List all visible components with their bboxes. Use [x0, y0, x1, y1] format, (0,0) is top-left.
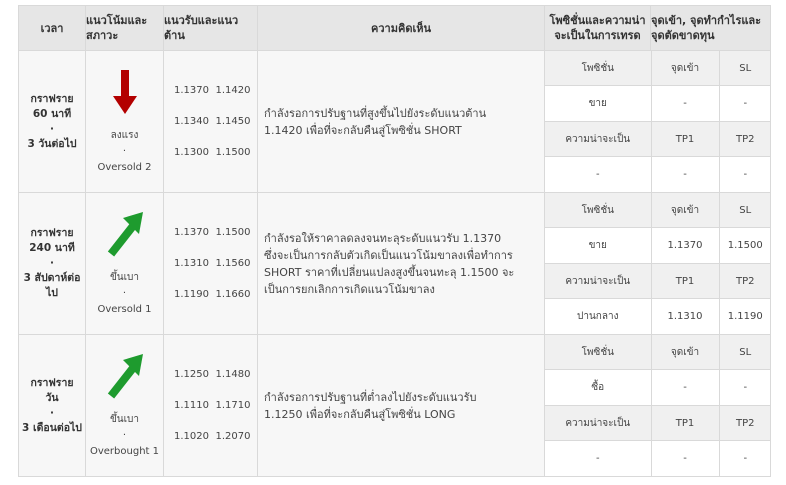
trade-cell-value: - [545, 441, 651, 476]
trade-cell-value: ขาย [545, 86, 651, 122]
trade-table [545, 193, 771, 334]
header-time: เวลา [19, 6, 86, 51]
levels-cell [164, 193, 258, 335]
trade-cell-value: - [719, 86, 771, 122]
timeframe-label: กราฟราย [30, 376, 74, 389]
trade-cell-label: ความน่าจะเป็น [545, 121, 651, 157]
timeframe-label: กราฟราย [30, 227, 74, 239]
arrow-down-icon [105, 68, 145, 116]
support-level: 1.1110 [174, 400, 209, 411]
separator: · [50, 406, 54, 419]
time-cell [19, 335, 86, 477]
horizon-label: 3 สัปดาห์ต่อไป [23, 272, 81, 299]
trade-cell-value: 1.1190 [719, 299, 771, 334]
support-level: 1.1190 [174, 289, 209, 300]
comment-cell: กำลังรอให้ราคาลดลงจนทะลุระดับแนวรับ 1.1370 ซึ่งจะเป็นการกลับตัวเกิดเป็นแนวโน้มขาลงเพื่อทำการ SHORT ราคาที่เปลี่ยนแปลงสูงขึ้นจนทะลุ 1.1500 จะเป็นการยกเลิกการเกิดแนวโน้มขาลง [258, 193, 545, 335]
arrow-up-right-icon [105, 352, 145, 400]
trade-cell-value: - [651, 441, 719, 476]
trend-label: ขึ้นเบา [109, 413, 140, 425]
support-level: 1.1020 [174, 431, 209, 442]
resistance-level: 1.1480 [215, 369, 251, 380]
comment-cell: กำลังรอการปรับฐานที่ต่ำลงไปยังระดับแนวรับ 1.1250 เพื่อที่จะกลับคืนสู่โพซิชั่น LONG [258, 335, 545, 477]
level-pair [174, 217, 257, 248]
resistance-level: 1.1500 [215, 227, 251, 238]
trend-cell [86, 193, 164, 335]
trade-cell-label: TP2 [719, 263, 771, 299]
header-row [19, 6, 771, 51]
trade-cell-value: - [719, 441, 771, 476]
trade-cell [545, 193, 771, 335]
trade-cell-label: SL [719, 51, 771, 86]
trade-cell-label: โพซิชั่น [545, 51, 651, 86]
level-pair [174, 359, 257, 390]
forecast-table [18, 5, 771, 477]
trade-cell-value: - [719, 370, 771, 406]
header-position: โพซิชั่นและความน่าจะเป็นในการเทรด [545, 6, 651, 51]
trade-cell-value: - [545, 157, 651, 192]
level-pair [174, 75, 257, 106]
levels-cell [164, 335, 258, 477]
table-row [19, 335, 771, 477]
level-pair [174, 106, 257, 137]
support-level: 1.1310 [174, 258, 209, 269]
comment-cell: กำลังรอการปรับฐานที่สูงขึ้นไปยังระดับแนวต้าน 1.1420 เพื่อที่จะกลับคืนสู่โพซิชั่น SHORT [258, 51, 545, 193]
horizon-label: 3 เดือนต่อไป [22, 421, 82, 434]
resistance-level: 1.1560 [215, 258, 251, 269]
timeframe-value: 240 นาที [29, 242, 75, 254]
header-comment: ความคิดเห็น [258, 6, 545, 51]
separator: · [50, 257, 54, 269]
trade-table [545, 51, 771, 192]
resistance-level: 1.1450 [215, 116, 251, 127]
support-level: 1.1250 [174, 369, 209, 380]
trade-cell-label: TP1 [651, 121, 719, 157]
resistance-level: 1.1660 [215, 289, 251, 300]
trade-cell-value: 1.1500 [719, 228, 771, 264]
trade-cell-label: ความน่าจะเป็น [545, 263, 651, 299]
separator: · [122, 429, 127, 441]
trade-cell-label: TP2 [719, 121, 771, 157]
trade-cell-label: TP1 [651, 263, 719, 299]
support-level: 1.1370 [174, 227, 209, 238]
separator: · [50, 122, 54, 135]
trend-cell [86, 51, 164, 193]
trade-cell-label: TP2 [719, 405, 771, 441]
trade-cell-label: จุดเข้า [651, 193, 719, 228]
time-cell [19, 51, 86, 193]
trade-cell-value: 1.1310 [651, 299, 719, 334]
trade-cell-value: - [719, 157, 771, 192]
time-cell [19, 193, 86, 335]
trade-cell-value: ขาย [545, 228, 651, 264]
separator: · [122, 287, 127, 299]
resistance-level: 1.1420 [215, 85, 251, 96]
table-row [19, 51, 771, 193]
timeframe-value: 60 นาที [32, 107, 72, 120]
trend-state: Oversold 1 [97, 303, 152, 315]
level-pair [174, 279, 257, 310]
level-pair [174, 421, 257, 452]
trade-cell-value: - [651, 157, 719, 192]
trade-cell-label: SL [719, 193, 771, 228]
header-trend: แนวโน้มและสภาวะ [86, 6, 164, 51]
trend-label: ลงแรง [110, 129, 139, 141]
trade-cell-value: - [651, 370, 719, 406]
header-entry: จุดเข้า, จุดทำกำไรและจุดตัดขาดทุน [651, 6, 771, 51]
trend-state: Overbought 1 [89, 445, 159, 457]
trade-cell-label: จุดเข้า [651, 335, 719, 370]
trade-cell [545, 51, 771, 193]
level-pair [174, 137, 257, 168]
support-level: 1.1340 [174, 116, 209, 127]
trade-cell-label: TP1 [651, 405, 719, 441]
resistance-level: 1.1710 [215, 400, 251, 411]
trade-cell-value: 1.1370 [651, 228, 719, 264]
trade-table [545, 335, 771, 476]
resistance-level: 1.2070 [215, 431, 251, 442]
timeframe-label: กราฟราย [30, 92, 74, 105]
trade-cell-value: - [651, 86, 719, 122]
trade-cell-label: โพซิชั่น [545, 193, 651, 228]
levels-cell [164, 51, 258, 193]
timeframe-value: วัน [45, 391, 59, 404]
support-level: 1.1370 [174, 85, 209, 96]
trade-cell-label: จุดเข้า [651, 51, 719, 86]
resistance-level: 1.1500 [215, 147, 251, 158]
level-pair [174, 248, 257, 279]
horizon-label: 3 วันต่อไป [27, 137, 77, 150]
level-pair [174, 390, 257, 421]
trade-cell [545, 335, 771, 477]
separator: · [122, 145, 127, 157]
trade-cell-label: โพซิชั่น [545, 335, 651, 370]
trend-state: Oversold 2 [97, 161, 152, 173]
trade-cell-value: ซื้อ [545, 370, 651, 406]
trade-cell-value: ปานกลาง [545, 299, 651, 334]
arrow-up-right-icon [105, 210, 145, 258]
header-levels: แนวรับและแนวต้าน [164, 6, 258, 51]
support-level: 1.1300 [174, 147, 209, 158]
table-row [19, 193, 771, 335]
trend-label: ขึ้นเบา [109, 271, 140, 283]
trade-cell-label: ความน่าจะเป็น [545, 405, 651, 441]
trend-cell [86, 335, 164, 477]
trade-cell-label: SL [719, 335, 771, 370]
